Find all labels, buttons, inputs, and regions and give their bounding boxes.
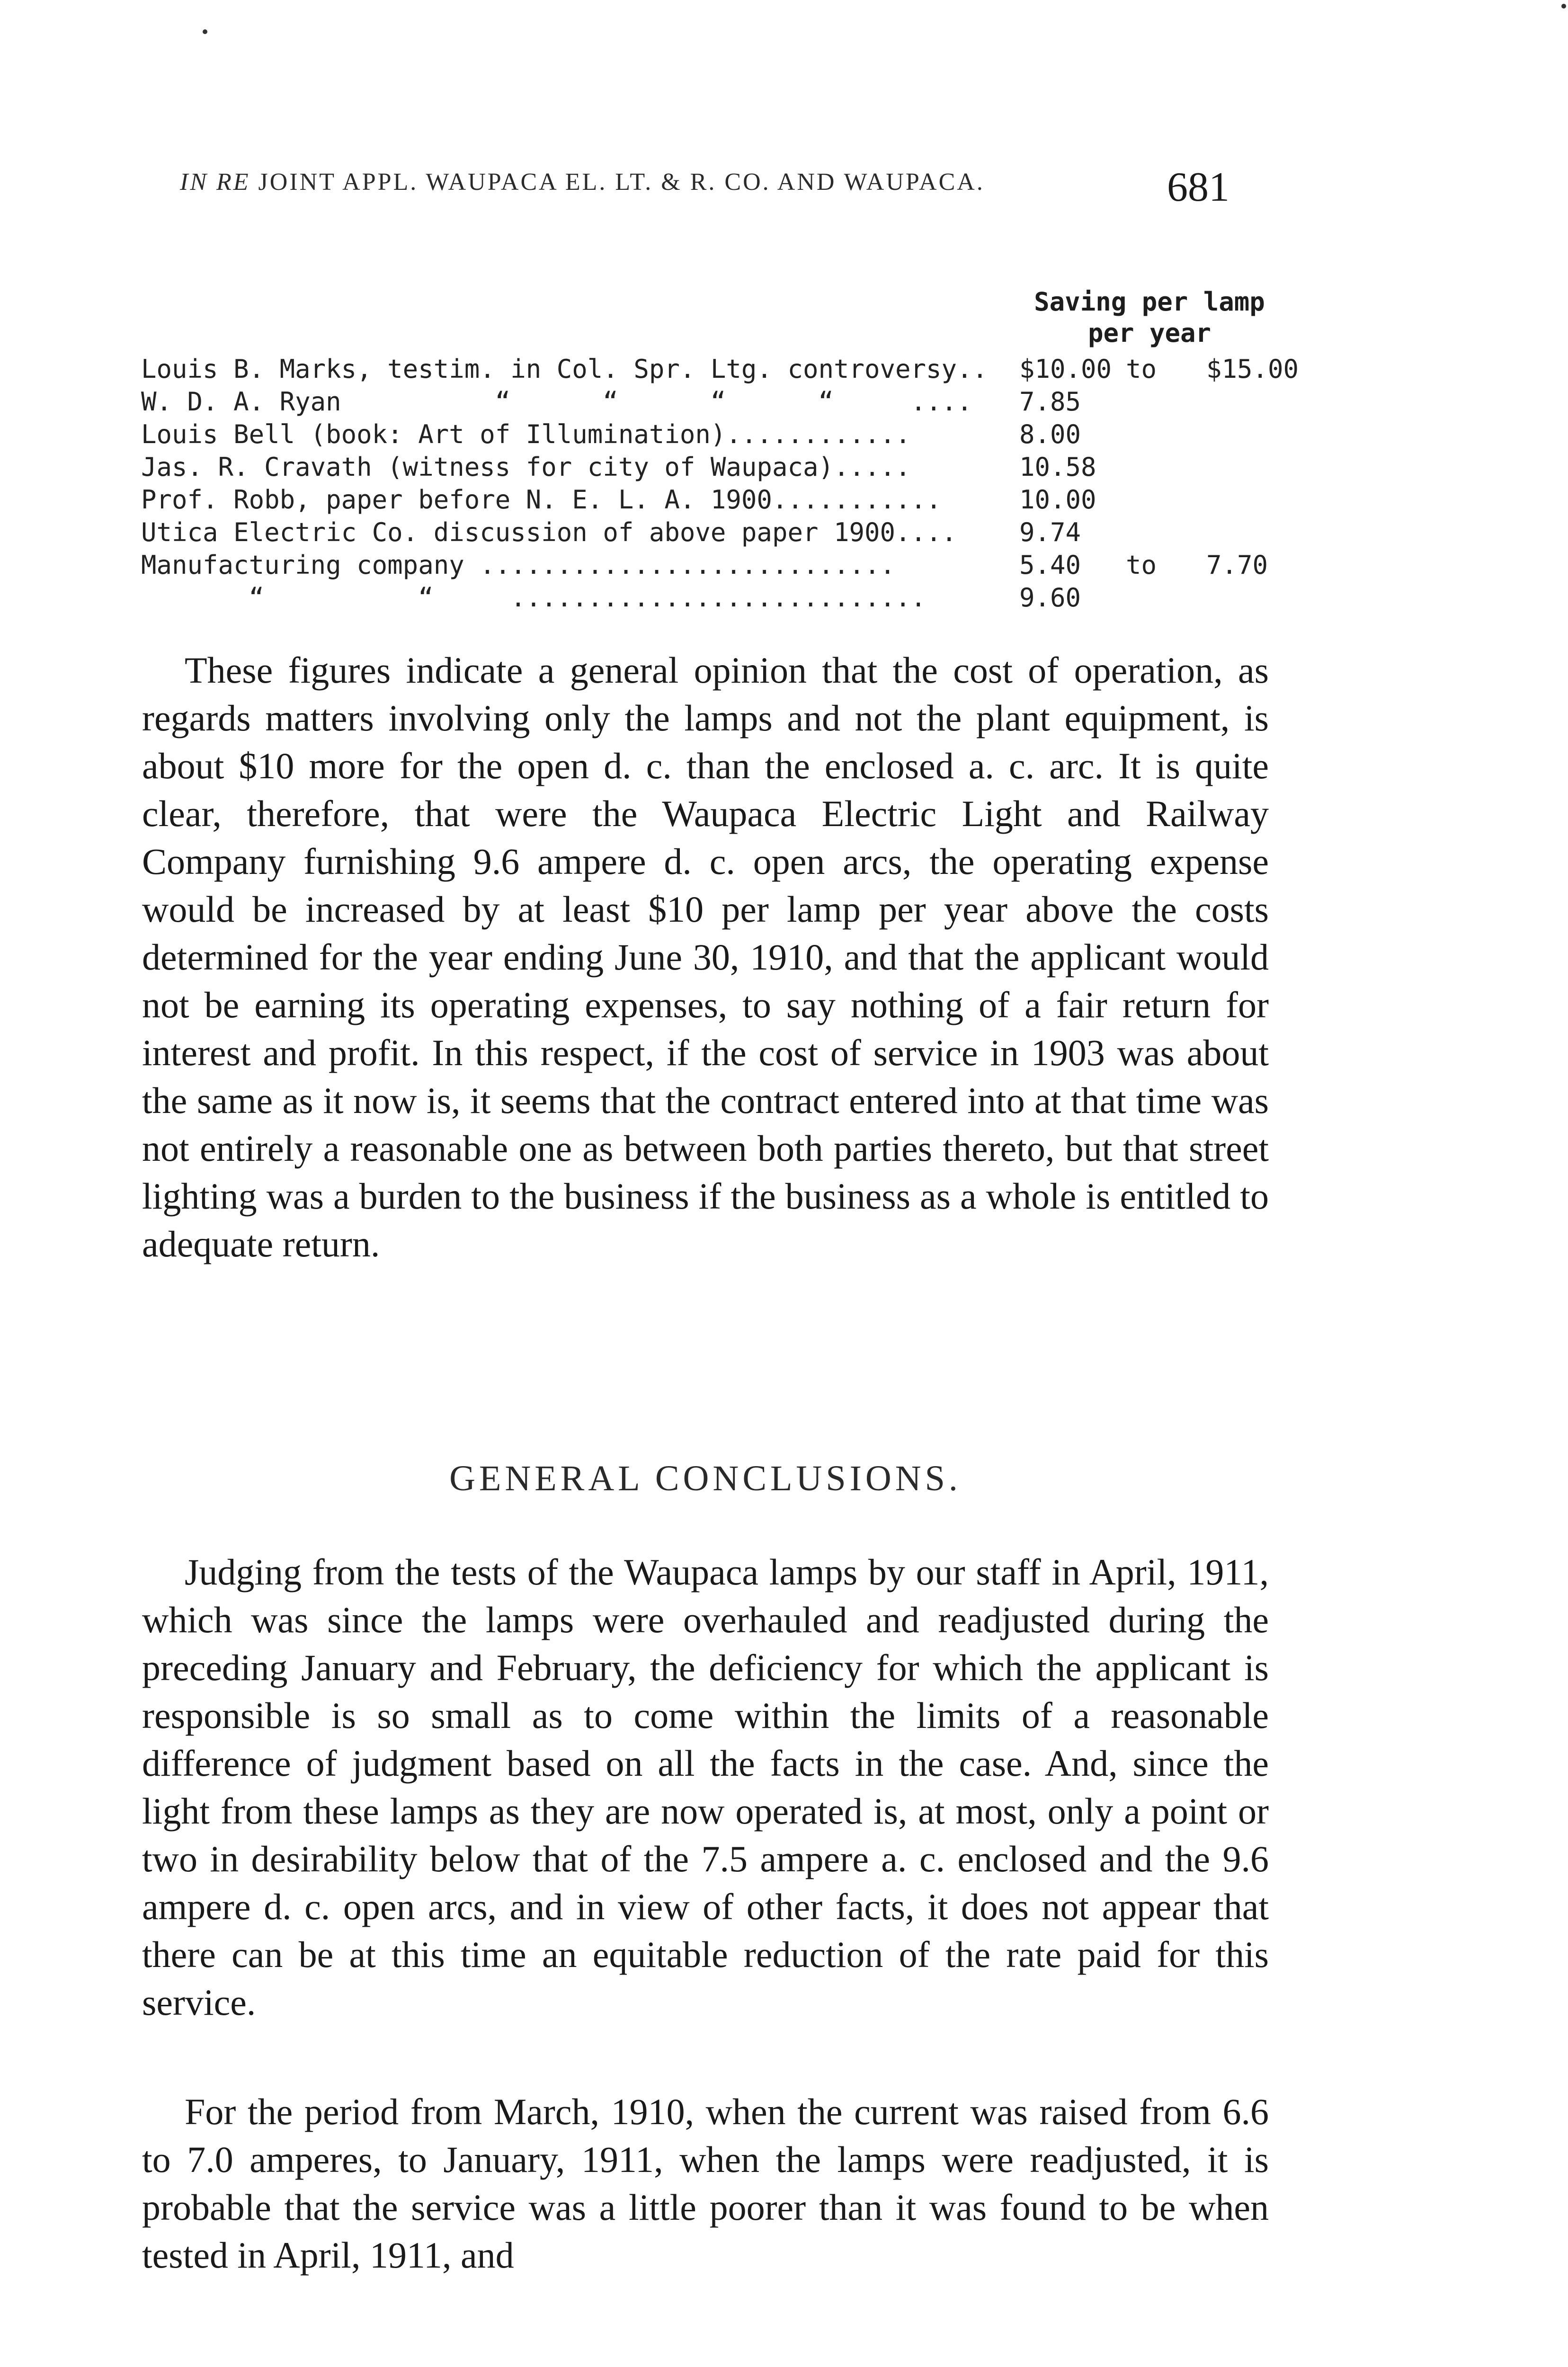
table-row [141, 353, 1299, 385]
row-value: 10.58 [1019, 452, 1096, 482]
row-label: Manufacturing company ........................... [141, 550, 896, 580]
row-value: $10.00 [1019, 354, 1112, 384]
scan-speck [203, 29, 207, 34]
section-heading: GENERAL CONCLUSIONS. [449, 1459, 962, 1498]
running-header [180, 168, 1283, 196]
row-label: Louis B. Marks, testim. in Col. Spr. Ltg. controversy.. [141, 354, 988, 384]
table-row [141, 451, 1287, 483]
row-value: 9.74 [1019, 517, 1081, 547]
body-paragraph [142, 2088, 1269, 2279]
row-range-word: to [1126, 550, 1157, 580]
row-value: 10.00 [1019, 485, 1096, 515]
table-row [141, 581, 1287, 614]
paragraph-text: These figures indicate a general opinion that the cost of operation, as regards matters involving only the lamps and not the plant equipment, is about $10 more for the open d. c. than the enclosed a. c. arc. It is quite clear, therefore, that were the Waupaca Electric Light and Railway Company furnishing 9.6 ampere d. c. open arcs, the operating expense would be increased by at least $10 per lamp per year above the costs determined for the year ending June 30, 1910, and that the applicant would not be earning its operating expenses, to say nothing of a fair return for interest and profit. In this respect, if the cost of service in 1903 was about the same as it now is, it seems that the contract entered into at that time was not entirely a reasonable one as between both parties thereto, but that street lighting was a burden to the business if the business as a whole is entitled to adequate return. [142, 650, 1269, 1264]
savings-table [141, 353, 1299, 614]
row-value: 5.40 [1019, 550, 1081, 580]
row-value: 8.00 [1019, 419, 1081, 449]
row-label: Jas. R. Cravath (witness for city of Waupaca)..... [141, 452, 911, 482]
table-row [141, 516, 1287, 549]
table-row [141, 483, 1287, 516]
page-number: 681 [1167, 164, 1229, 210]
running-header-title: JOINT APPL. WAUPACA EL. LT. & R. CO. AND WAUPACA. [250, 169, 985, 196]
row-label: W. D. A. Ryan “ “ “ “ .... [141, 387, 972, 417]
table-row [141, 549, 1287, 581]
row-value-upper: $15.00 [1206, 354, 1299, 384]
table-row [141, 418, 1287, 451]
body-paragraph [142, 646, 1269, 1268]
column-header-line2: per year [1087, 318, 1212, 348]
row-label: Utica Electric Co. discussion of above paper 1900.... [141, 517, 957, 547]
scan-speck [1561, 4, 1566, 9]
table-column-header [1017, 286, 1282, 349]
paragraph-text: Judging from the tests of the Waupaca lamps by our staff in April, 1911, which was since the lamps were overhauled and readjusted during the preceding January and February, the deficiency for which the applicant is responsible is so small as to come within the limits of a reasonable difference of judgment based on all the facts in the case. And, since the light from these lamps as they are now operated is, at most, only a point or two in desirability below that of the 7.5 ampere a. c. enclosed and the 9.6 ampere d. c. open arcs, and in view of other facts, it does not appear that there can be at this time an equitable reduction of the rate paid for this service. [142, 1551, 1269, 2023]
paragraph-text: For the period from March, 1910, when the current was raised from 6.6 to 7.0 amperes, to January, 1911, when the lamps were readjusted, it is probable that the service was a little poorer than it was found to be when tested in April, 1911, and [142, 2091, 1269, 2276]
row-label: “ “ ........................... [141, 583, 927, 613]
row-value: 7.85 [1019, 387, 1081, 417]
body-paragraph [142, 1548, 1269, 2026]
row-range-word: to [1126, 354, 1157, 384]
row-value: 9.60 [1019, 583, 1081, 613]
running-header-case: IN RE [180, 169, 250, 196]
column-header-line1: Saving per lamp [1034, 287, 1265, 317]
row-value-upper: 7.70 [1206, 550, 1268, 580]
row-label: Louis Bell (book: Art of Illumination)............ [141, 419, 911, 449]
table-row [141, 385, 1287, 418]
row-label: Prof. Robb, paper before N. E. L. A. 1900........... [141, 485, 942, 515]
